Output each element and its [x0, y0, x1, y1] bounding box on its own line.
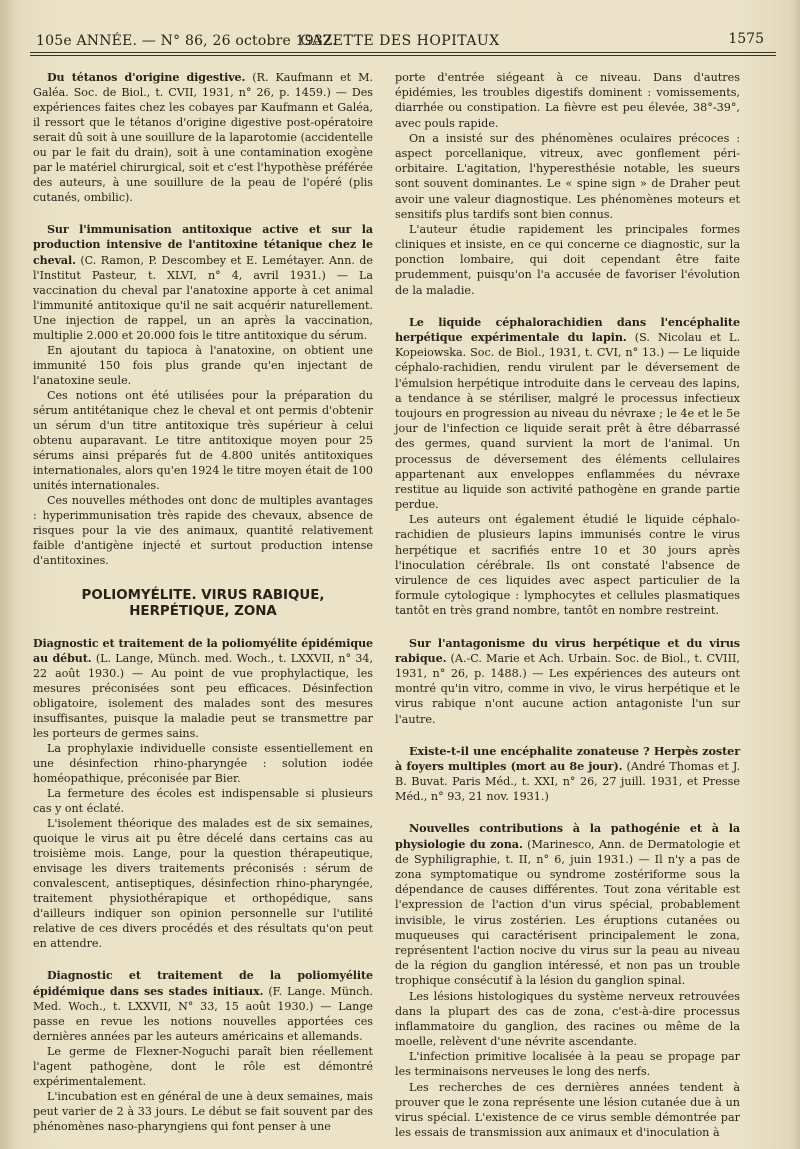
article-antagonisme — [395, 636, 740, 727]
article-text: (Marinesco, Ann. de Dermatologie et de Syphiligraphie, t. II, n° 6, juin 1931.) — Il n'y a pas de zona symptomatique ou syndrome zostériforme sous la dépendance de causes différentes. Tout zona véritable est l'expression de l'action d'un virus spécial, probablement invisible, le virus zostérien. Les éruptions cutanées ou muqueuses qui caractérisent principalement le zona, représentent l'action nocive du virus sur la peau au niveau de la région du ganglion intéressé, et non pas un trouble trophique consécutif à la lésion du ganglion spinal. — [395, 837, 740, 988]
paragraph: Les lésions histologiques du système nerveux retrouvées dans la plupart des cas de zona, c'est-à-dire processus inflammatoire du ganglion, des racines ou même de la moelle, relèvent d'une névrite ascendante. — [395, 989, 740, 1049]
article-text: (F. Lange. Münch. Med. Woch., t. LXXVII, N° 33, 15 août 1930.) — Lange passe en revue les notions nouvelles apportées ces dernières années par les auteurs américains et allemands. — [33, 984, 374, 1043]
paragraph: On a insisté sur des phénomènes oculaires précoces : aspect porcellanique, vitreux, avec gonflement péri-orbitaire. L'agitation, l'hyperesthésie notable, les sueurs sont souvent dominantes. Le « spine sign » de Draher peut avoir une valeur diagnostique. Les phénomènes moteurs et sensitifs plus tardifs sont bien connus. — [395, 131, 740, 221]
paragraph: Les auteurs ont également étudié le liquide céphalo-rachidien de plusieurs lapins immunisés contre le virus herpétique et sacrifiés entre 10 et 30 jours après l'inoculation cérébrale. Ils ont constaté l'absence de virulence de ces liquides avec aspect particulier de la formule cytologique : lymphocytes et cellules plasmatiques tantôt en très grand nombre, tantôt en nombre restreint. — [395, 513, 740, 618]
article-title: Du tétanos d'origine digestive. — [47, 71, 246, 84]
article-immunisation — [33, 222, 373, 342]
article-title: Nouvelles contributions à la pathogénie et à la physiologie du zona. — [395, 821, 740, 851]
paragraph: L'isolement théorique des malades est de six semaines, quoique le virus ait pu être décelé dans certains cas au troisième mois. Lange, pour la question thérapeutique, envisage les divers traitements préconisés : sérum de convalescent, antiseptiques, désinfection rhino-pharyngée, traitement physiothérapique et orthopédique, sans d'ailleurs indiquer son opinion personnelle sur l'utilité relative de ces divers procédés et des résultats qu'on peut en attendre. — [33, 817, 373, 951]
section-title: POLIOMYÉLITE. VIRUS RABIQUE, HERPÉTIQUE, ZONA — [81, 587, 325, 619]
article-title: Le liquide céphalorachidien dans l'encéphalite herpétique expérimentale du lapin. — [395, 314, 740, 344]
paragraph: Ces notions ont été utilisées pour la préparation du sérum antitétanique chez le cheval et ont permis d'obtenir un sérum d'un titre antitoxique très supérieur à celui obtenu auparavant. Le titre antitoxique moyen pour 25 sérums ainsi préparés fut de 4.800 unités antitoxiques internationales, alors qu'en 1924 le titre moyen était de 100 unités internationales. — [33, 388, 373, 493]
paragraph: L'incubation est en général de une à deux semaines, mais peut varier de 2 à 33 jours. Le début se fait souvent par des phénomènes naso-pharyngiens qui font penser à une — [33, 1089, 373, 1133]
paragraph-continued: porte d'entrée siégeant à ce niveau. Dans d'autres épidémies, les troubles digestifs dominent : vomissements, diarrhée ou constipation. La fièvre est peu élevée, 38°-39°, avec pouls rapide. — [395, 71, 740, 130]
issue-info: 105e ANNÉE. — N° 86, 26 octobre 1932. — [36, 33, 337, 49]
article-text: (C. Ramon, P. Descombey et E. Lemétayer. Ann. de l'Institut Pasteur, t. XLVI, n° 4, avril 1931.) — La vaccination du cheval par l'anatoxine apporte à cet animal l'immunité antitoxique qu'il ne sait acquérir naturellement. Une injection de rappel, un an après la vaccination, multiplie 2.000 et 20.000 fois le titre antitoxique du sérum. — [33, 253, 373, 342]
article-liquide-cephalorachidien — [395, 315, 740, 512]
article-text: (A.-C. Marie et Ach. Urbain. Soc. de Biol., t. CVIII, 1931, n° 26, p. 1488.) — Les expériences des auteurs ont montré qu'in vitro, comme in vivo, le virus herpétique et le virus rabique n'ont aucune action antagoniste l'un sur l'autre. — [395, 651, 740, 726]
paragraph: Les recherches de ces dernières années tendent à prouver que le zona représente une lésion cutanée due à un virus spécial. L'existence de ce virus semble démontrée par les essais de transmission aux animaux et d'inoculation à — [395, 1080, 740, 1140]
paragraph: L'auteur étudie rapidement les principales formes cliniques et insiste, en ce qui concerne ce diagnostic, sur la ponction lombaire, qui doit cependant être faite prudemment, puisqu'on l'a accusée de favoriser l'évolution de la maladie. — [395, 222, 740, 297]
article-title: Diagnostic et traitement de la poliomyélite épidémique dans ses stades initiaux. — [33, 969, 373, 998]
article-text: (André Thomas et J. B. Buvat. Paris Méd., t. XXI, n° 26, 27 juill. 1931, et Presse Méd., n° 93, 21 nov. 1931.) — [395, 759, 740, 804]
paragraph: La fermeture des écoles est indispensable si plusieurs cas y ont éclaté. — [33, 786, 373, 816]
header-rule-top — [30, 52, 776, 53]
paragraph: L'infection primitive localisée à la peau se propage par les terminaisons nerveuses le long des nerfs. — [395, 1050, 740, 1079]
paragraph: La prophylaxie individuelle consiste essentiellement en une désinfection rhino-pharyngée : solution iodée homéopathique, préconisée par Bier. — [33, 741, 373, 785]
right-column — [395, 70, 740, 1140]
article-title: Existe-t-il une encéphalite zonateuse ? Herpès zoster à foyers multiples (mort au 8e jour). — [395, 743, 740, 773]
paragraph: En ajoutant du tapioca à l'anatoxine, on obtient une immunité 150 fois plus grande qu'en injectant de l'anatoxine seule. — [33, 343, 373, 387]
paragraph: Le germe de Flexner-Noguchi paraît bien réellement l'agent pathogène, dont le rôle est démontré expérimentalement. — [33, 1044, 373, 1088]
article-text: (S. Nicolau et L. Kopeiowska. Soc. de Biol., 1931, t. CVI, n° 13.) — Le liquide céphalo-rachidien, rendu virulent par le déversement de l'émulsion herpétique introduite dans le cerveau des lapins, a tendance à se stériliser, malgré le processus infectieux toujours en progression au niveau du névraxe ; le 4e et le 5e jour de l'infection ce liquide serait prêt à être débarrassé des germes, quand survient la mort de l'animal. Un processus de déversement des éléments cellulaires appartenant aux enveloppes enflammées du névraxe restitue au liquide son activité pathogène en grande partie perdue. — [395, 331, 741, 512]
header-rule-bottom — [30, 55, 776, 56]
article-tetanos-digestif — [33, 70, 373, 205]
article-poliomyelite-stades — [33, 968, 373, 1043]
article-title: Sur l'antagonisme du virus herpétique et du virus rabique. — [395, 635, 740, 665]
left-column — [33, 70, 373, 1134]
article-title: Sur l'immunisation antitoxique active et sur la production intensive de l'antitoxine tétanique chez le cheval. — [33, 223, 373, 267]
article-encephalite-zonateuse — [395, 744, 740, 805]
page-header — [36, 30, 764, 50]
article-poliomyelite-debut — [33, 636, 373, 741]
journal-title: GAZETTE DES HOPITAUX — [300, 33, 500, 49]
paragraph: Ces nouvelles méthodes ont donc de multiples avantages : hyperimmunisation très rapide des chevaux, absence de risques pour la vie des animaux, quantité relativement faible d'antigène injecté et surtout production intense d'antitoxines. — [33, 494, 373, 568]
article-title: Diagnostic et traitement de la poliomyélite épidémique au début. — [33, 636, 373, 665]
article-text: (R. Kaufmann et M. Galéa. Soc. de Biol., t. CVII, 1931, n° 26, p. 1459.) — Des expériences faites chez les cobayes par Kaufmann et Galéa, il ressort que le tétanos d'origine digestive post-opératoire serait dû soit à une souillure de la laparotomie (accidentelle ou par le fait du drain), soit à une contamination exogène par le matériel chirurgical, soit et c'est l'hypothèse préférée des auteurs, à une souillure de la peau de l'opéré (plis cutanés, ombilic). — [33, 71, 373, 205]
article-pathogenie-zona — [395, 821, 740, 988]
article-text: (L. Lange, Münch. med. Woch., t. LXXVII, n° 34, 22 août 1930.) — Au point de vue prophylactique, les mesures préconisées sont peu efficaces. Désinfection obligatoire, isolement des malades sont des mesures insuffisantes, puisque la maladie peut se transmettre par les porteurs de germes sains. — [33, 651, 374, 740]
page-number: 1575 — [728, 31, 764, 47]
